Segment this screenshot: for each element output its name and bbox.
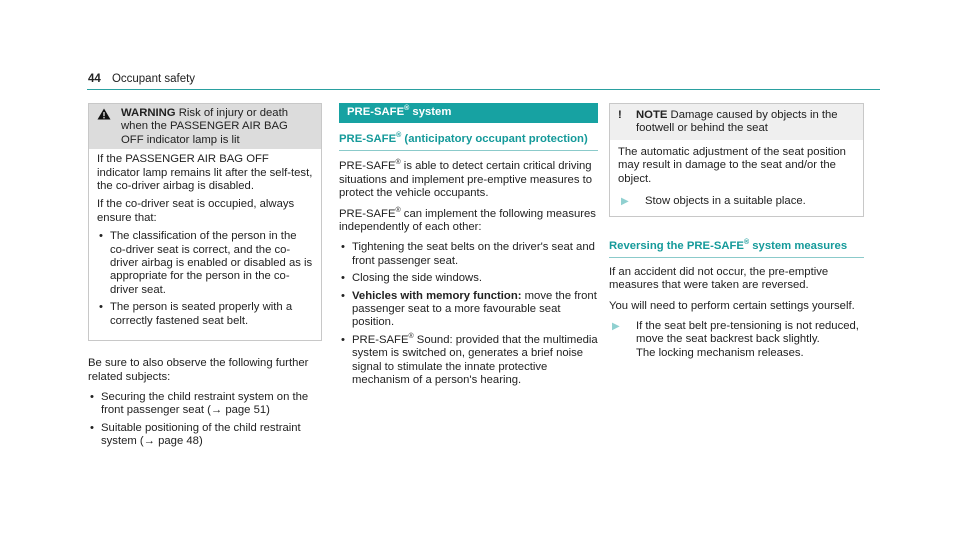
presafe-bar-title-rest: system — [409, 106, 452, 118]
warning-paragraph-1: If the PASSENGER AIR BAG OFF indicator lamp remains lit after the self-test, the co-driver airbag is disabled. — [97, 153, 313, 193]
list-item: • PRE-SAFE® Sound: provided that the multimedia system is switched on, generates a brief noise signal to stimulate the innate protective mechanism of a person's hearing. — [341, 333, 598, 387]
reversing-step-text — [636, 320, 864, 360]
warning-triangle-icon — [97, 107, 121, 147]
related-list — [88, 391, 322, 449]
presafe-subheading — [339, 123, 598, 151]
presafe-subheading-rest: (anticipatory occupant protection) — [401, 133, 588, 145]
related-link-text[interactable]: Suitable positioning of the child restraint system (→ page 48) — [101, 421, 301, 448]
list-item[interactable] — [88, 422, 322, 449]
note-title-text — [636, 109, 855, 136]
related-link-text[interactable]: Securing the child restraint system on the front passenger seat (→ page 51) — [101, 390, 309, 417]
registered-mark: ® — [396, 132, 402, 140]
warning-body — [89, 149, 321, 340]
list-item — [339, 290, 598, 330]
list-item-text: The classification of the person in the co-driver seat is correct, and the co-driver airbag is enabled or disabled as is appropriate for the person in the co-driver seat. — [110, 230, 313, 296]
bullet-dot-icon: • — [99, 230, 103, 243]
page-number: 44 — [88, 73, 101, 85]
exclamation-icon: ! — [618, 109, 622, 121]
note-header — [610, 104, 863, 140]
note-paragraph: The automatic adjustment of the seat position may result in damage to the seat and/or the object. — [618, 145, 846, 185]
warning-label: WARNING — [121, 107, 176, 119]
arrow-right-icon: ▶ — [612, 321, 620, 333]
column-middle — [339, 103, 598, 392]
note-step — [618, 195, 855, 208]
list-item-text: Sound: provided that the multimedia system is switched on, generates a brief noise signal to stimulate the innate protective mechanism of a person's hearing. — [352, 333, 598, 387]
warning-title-text — [121, 107, 313, 147]
list-item-text: move the front passenger seat to a more favourable seat position. — [352, 289, 597, 329]
warning-box — [88, 103, 322, 341]
warning-title-rest: Risk of injury or death when the PASSENGER AIR BAG OFF indicator lamp is lit — [121, 107, 289, 146]
note-box — [609, 103, 864, 217]
list-item — [97, 301, 313, 328]
bullet-dot-icon: • — [99, 301, 103, 314]
related-intro: Be sure to also observe the following further related subjects: — [88, 357, 309, 383]
section-title: Occupant safety — [111, 73, 196, 85]
reversing-step-line-2: The locking mechanism releases. — [636, 346, 804, 359]
bullet-dot-icon: • — [341, 289, 345, 302]
list-item — [339, 241, 598, 268]
registered-mark: ® — [404, 105, 410, 113]
header-rule — [87, 89, 880, 90]
list-item-text: Closing the side windows. — [352, 272, 482, 285]
column-right — [609, 103, 864, 360]
column-left — [88, 103, 322, 453]
list-item-bold: Vehicles with memory function: — [352, 289, 522, 302]
list-item[interactable] — [88, 391, 322, 418]
reversing-step — [609, 320, 864, 360]
warning-bullets — [97, 230, 313, 328]
bullet-dot-icon: • — [341, 272, 345, 285]
list-item — [339, 272, 598, 285]
reversing-paragraph-1: If an accident did not occur, the pre-emptive measures that were taken are reversed. — [609, 265, 829, 292]
list-item-text: Tightening the seat belts on the driver's seat and front passenger seat. — [352, 241, 595, 267]
list-item — [97, 230, 313, 297]
presafe-measures-list — [339, 241, 598, 387]
list-item-text: The person is seated properly with a correctly fastened seat belt. — [110, 301, 293, 327]
presafe-subheading-text: PRE-SAFE — [339, 133, 397, 145]
presafe-bar-title: PRE-SAFE — [347, 106, 405, 118]
note-step-text: Stow objects in a suitable place. — [645, 195, 806, 208]
bullet-dot-icon: • — [341, 241, 345, 254]
presafe-paragraph-2: PRE-SAFE® can implement the following measures independently of each other: — [339, 206, 596, 234]
note-title-rest: Damage caused by objects in the footwell or behind the seat — [636, 109, 838, 135]
note-body — [610, 140, 863, 217]
arrow-right-icon: ▶ — [621, 196, 629, 208]
warning-paragraph-2: If the co-driver seat is occupied, always ensure that: — [97, 198, 295, 224]
reversing-paragraph-2: You will need to perform certain settings yourself. — [609, 299, 855, 312]
note-label: NOTE — [636, 109, 668, 121]
bullet-dot-icon: • — [341, 333, 345, 346]
presafe-paragraph-1: PRE-SAFE® is able to detect certain critical driving situations and implement pre-emptive measures to protect the vehicle occupants. — [339, 159, 593, 200]
warning-header — [89, 104, 321, 149]
reversing-step-line-1: If the seat belt pre-tensioning is not reduced, move the seat backrest back slightly. — [636, 320, 859, 346]
presafe-section-bar — [339, 103, 598, 123]
bullet-dot-icon: • — [90, 421, 94, 434]
reversing-heading: Reversing the PRE-SAFE® system measures — [609, 240, 864, 257]
page-header — [88, 73, 195, 86]
bullet-dot-icon: • — [90, 390, 94, 403]
